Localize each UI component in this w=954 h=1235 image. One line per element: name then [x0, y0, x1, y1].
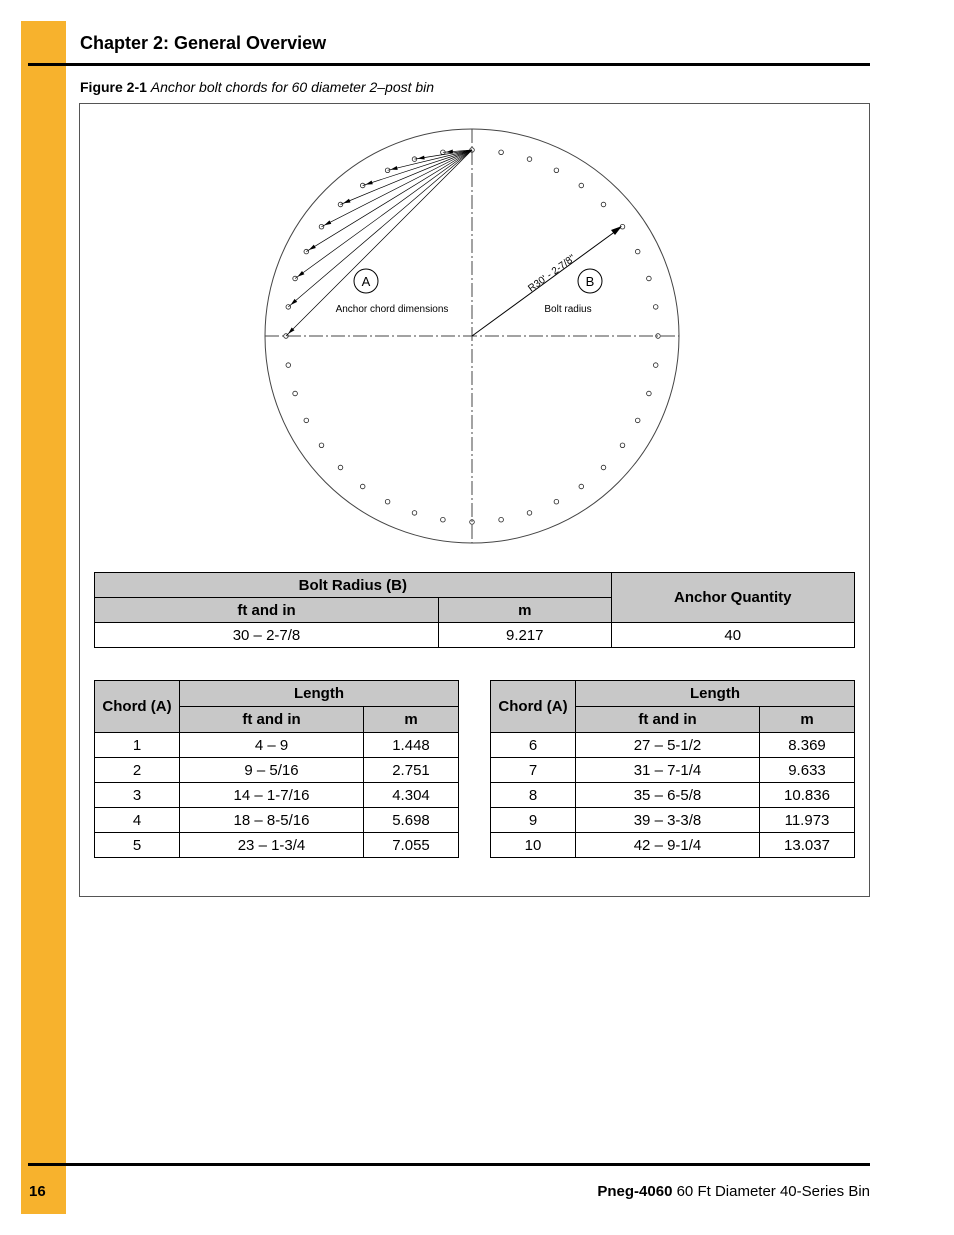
bolt-hole: [601, 465, 606, 470]
chord-length-m: 11.973: [760, 808, 855, 833]
chord-length-ft: 27 – 5-1/2: [576, 733, 760, 758]
chord-length-ft: 4 – 9: [180, 733, 364, 758]
chord-header: Chord (A): [491, 681, 576, 733]
bolt-hole: [635, 249, 640, 254]
chord-line: [295, 150, 472, 279]
bolt-radius-header: Bolt Radius (B): [95, 573, 612, 598]
bolt-hole: [653, 363, 658, 368]
bolt-hole: [385, 499, 390, 504]
chord-length-ft: 18 – 8-5/16: [180, 808, 364, 833]
table-row: [491, 758, 855, 783]
chord-number: 4: [95, 808, 180, 833]
bolt-radius-caption: Bolt radius: [544, 304, 592, 315]
ft-in-header: ft and in: [576, 707, 760, 733]
bolt-hole: [527, 511, 532, 516]
chord-arrowhead: [298, 271, 305, 277]
bolt-hole: [601, 202, 606, 207]
table-row: [95, 783, 459, 808]
table-row: [491, 733, 855, 758]
chord-length-m: 5.698: [364, 808, 459, 833]
bolt-hole: [647, 276, 652, 281]
figure-caption-text: Anchor bolt chords for 60 diameter 2–post bin: [150, 79, 435, 95]
chord-line: [288, 150, 472, 307]
page-number: 16: [29, 1183, 46, 1200]
bolt-hole: [412, 511, 417, 516]
table-row: [95, 833, 459, 858]
bolt-radius-table: [94, 572, 855, 648]
chord-arrowhead: [418, 156, 425, 160]
chord-length-ft: 9 – 5/16: [180, 758, 364, 783]
chord-length-m: 9.633: [760, 758, 855, 783]
callout-a-label: A: [361, 274, 371, 289]
chord-number: 10: [491, 833, 576, 858]
anchor-bolt-diagram: [263, 126, 683, 548]
ft-in-header: ft and in: [180, 707, 364, 733]
chord-line: [306, 150, 472, 252]
anchor-quantity: 40: [611, 623, 854, 648]
bolt-hole: [385, 168, 390, 173]
bolt-hole: [338, 465, 343, 470]
chord-length-ft: 14 – 1-7/16: [180, 783, 364, 808]
bolt-hole: [554, 168, 559, 173]
bolt-radius-m: 9.217: [438, 623, 611, 648]
doc-code: Pneg-4060: [597, 1183, 673, 1200]
bolt-hole: [635, 418, 640, 423]
figure-label: Figure 2-1: [80, 79, 147, 95]
table-row: [95, 758, 459, 783]
chord-number: 6: [491, 733, 576, 758]
chord-number: 7: [491, 758, 576, 783]
bolt-hole: [527, 157, 532, 162]
chapter-title: Chapter 2: General Overview: [80, 33, 327, 53]
chord-table-left: [94, 680, 459, 858]
bolt-hole: [579, 183, 584, 188]
chord-header: Chord (A): [95, 681, 180, 733]
anchor-quantity-header: Anchor Quantity: [611, 573, 854, 623]
chord-arrowhead: [324, 220, 331, 225]
bolt-hole: [620, 443, 625, 448]
chord-length-ft: 23 – 1-3/4: [180, 833, 364, 858]
chord-length-ft: 39 – 3-3/8: [576, 808, 760, 833]
chord-number: 9: [491, 808, 576, 833]
chord-length-m: 7.055: [364, 833, 459, 858]
bolt-hole: [319, 443, 324, 448]
bolt-hole: [647, 391, 652, 396]
table-row: [95, 733, 459, 758]
bolt-hole: [293, 276, 298, 281]
bolt-hole: [653, 305, 658, 310]
meter-header: m: [438, 598, 611, 623]
chord-number: 8: [491, 783, 576, 808]
chord-number: 5: [95, 833, 180, 858]
bolt-hole: [579, 484, 584, 489]
ft-in-header: ft and in: [95, 598, 439, 623]
chord-length-m: 4.304: [364, 783, 459, 808]
bolt-hole: [286, 363, 291, 368]
bolt-radius-ft: 30 – 2-7/8: [95, 623, 439, 648]
radius-dimension-text: R30' - 2-7/8": [526, 252, 578, 295]
chord-arrowhead: [391, 166, 398, 170]
chord-length-ft: 35 – 6-5/8: [576, 783, 760, 808]
chord-number: 3: [95, 783, 180, 808]
length-header: Length: [180, 681, 459, 707]
table-row: [491, 783, 855, 808]
chord-line: [341, 150, 473, 205]
chord-length-m: 10.836: [760, 783, 855, 808]
bolt-hole: [304, 418, 309, 423]
chord-number: 1: [95, 733, 180, 758]
chord-dimension-caption: Anchor chord dimensions: [335, 304, 449, 315]
chord-line: [322, 150, 473, 227]
meter-header: m: [760, 707, 855, 733]
header-rule: [28, 63, 870, 66]
chord-length-ft: 42 – 9-1/4: [576, 833, 760, 858]
chord-table-right: [490, 680, 855, 858]
bolt-hole: [441, 517, 446, 522]
table-row: [95, 623, 855, 648]
footer-rule: [28, 1163, 870, 1166]
chord-arrowhead: [343, 199, 350, 204]
meter-header: m: [364, 707, 459, 733]
chord-length-m: 13.037: [760, 833, 855, 858]
bolt-hole: [554, 499, 559, 504]
chord-arrowhead: [309, 245, 316, 250]
length-header: Length: [576, 681, 855, 707]
figure-caption: [80, 79, 434, 95]
table-row: [95, 808, 459, 833]
chord-line: [363, 150, 472, 186]
callout-b-label: B: [585, 274, 595, 289]
bolt-hole: [304, 249, 309, 254]
doc-title: 60 Ft Diameter 40-Series Bin: [672, 1183, 870, 1200]
table-row: [491, 833, 855, 858]
table-row: [491, 808, 855, 833]
chord-length-m: 1.448: [364, 733, 459, 758]
bolt-hole: [293, 391, 298, 396]
chord-length-m: 2.751: [364, 758, 459, 783]
bolt-hole: [499, 517, 504, 522]
chord-length-ft: 31 – 7-1/4: [576, 758, 760, 783]
chord-arrowhead: [366, 181, 373, 185]
bolt-hole: [360, 484, 365, 489]
bolt-hole: [499, 150, 504, 155]
chapter-side-bar: [21, 21, 66, 1214]
footer-title: [597, 1183, 870, 1200]
chord-length-m: 8.369: [760, 733, 855, 758]
chord-number: 2: [95, 758, 180, 783]
